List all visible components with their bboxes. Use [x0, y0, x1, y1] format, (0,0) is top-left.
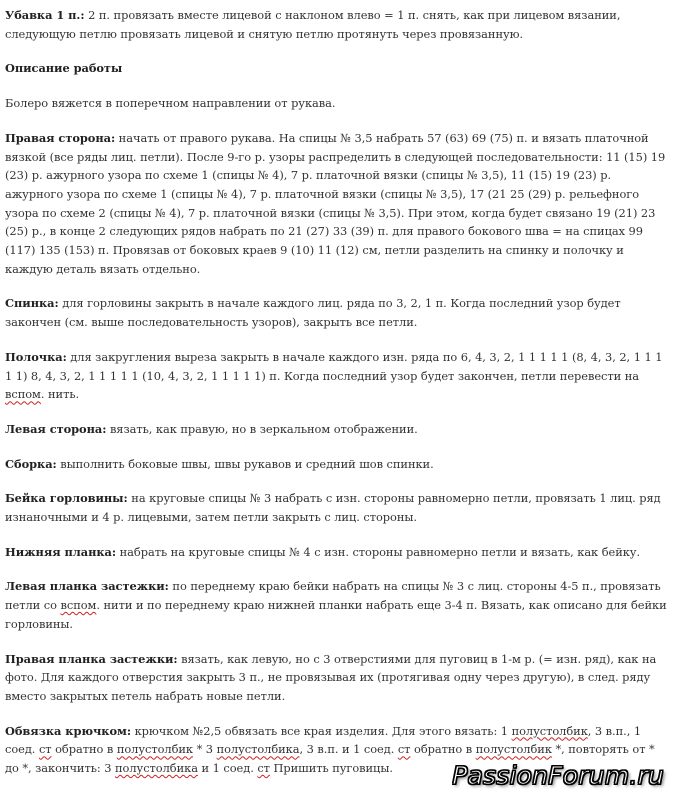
heading-front: Полочка:	[5, 349, 67, 364]
text-crochet-u3: полустолбик	[116, 742, 193, 757]
paragraph-decrease	[5, 6, 669, 43]
paragraph-bottom-band	[5, 543, 669, 562]
heading-neckband: Бейка горловины:	[5, 491, 128, 506]
text-left-placket-underlined: вспом	[60, 598, 97, 613]
paragraph-back	[5, 294, 669, 331]
heading-left-placket: Левая планка застежки:	[5, 579, 169, 594]
text-crochet-1: крючком №2,5 обвязать все края изделия. Для этого вязать: 1	[131, 723, 512, 738]
text-crochet-u7: полустолбика	[115, 761, 198, 776]
watermark: PassionForum.ru	[452, 761, 664, 790]
text-right-placket: вязать, как левую, но с 3 отверстиями для пуговиц в 1-м р. (= изн. ряд), как на фото. Для каждого отверстия закрыть 3 п., не провязывая их (протягивая одну через другую), в след. ряду вместо закрытых петель набрать новые петли.	[5, 651, 657, 703]
heading-back: Спинка:	[5, 296, 59, 311]
text-left-placket-a: по переднему краю бейки набрать на спицы № 3 с лиц. стороны 4-5 п., провязать петли со	[5, 579, 661, 613]
heading-crochet-edging: Обвязка крючком:	[5, 723, 132, 738]
paragraph-right-side	[5, 129, 669, 279]
paragraph-left-side	[5, 420, 669, 439]
text-crochet-4: * 3	[193, 742, 217, 757]
text-assembly: выполнить боковые швы, швы рукавов и средний шов спинки.	[56, 456, 434, 471]
text-neckband: на круговые спицы № 3 набрать с изн. стороны равномерно петли, провязать 1 лиц. ряд изнаночными и 4 р. лицевыми, затем петли закрыть с лиц. стороны.	[5, 491, 661, 525]
text-crochet-u1: полустолбик	[511, 723, 588, 738]
text-front-a: для закругления выреза закрыть в начале каждого изн. ряда по 6, 4, 3, 2, 1 1 1 1 1 (8, 4, 3, 2, 1 1 1 1 1) 8, 4, 3, 2, 1 1 1 1 1 (10, 4, 3, 2, 1 1 1 1 1) п. Когда последний узор будет закончен, петли перевести на	[5, 349, 663, 383]
text-crochet-7: *, повторять от * до *, закончить: 3	[5, 742, 655, 776]
text-front-b: . нить.	[40, 387, 80, 402]
text-crochet-8: и 1 соед.	[197, 761, 258, 776]
paragraph-work-description	[5, 59, 669, 78]
text-intro: Болеро вяжется в поперечном направлении от рукава.	[5, 96, 336, 111]
text-left-placket-b: . нити и по переднему краю нижней планки набрать еще 3-4 п. Вязать, как описано для бейки горловины.	[5, 598, 667, 631]
text-left-side: вязать, как правую, но в зеркальном отображении.	[106, 421, 418, 436]
heading-right-placket: Правая планка застежки:	[5, 651, 178, 666]
paragraph-left-placket	[5, 577, 669, 633]
heading-bottom-band: Нижняя планка:	[5, 544, 117, 559]
text-crochet-u6: полустолбик	[475, 742, 552, 757]
paragraph-intro	[5, 94, 669, 113]
text-crochet-u5: ст	[397, 742, 411, 757]
paragraph-assembly	[5, 455, 669, 474]
text-bottom-band: набрать на круговые спицы № 4 с изн. стороны равномерно петли и вязать, как бейку.	[116, 544, 641, 559]
text-crochet-6: обратно в	[410, 742, 476, 757]
text-crochet-5: , 3 в.п. и 1 соед.	[299, 742, 398, 757]
text-crochet-9: Пришить пуговицы.	[269, 761, 393, 776]
paragraph-front	[5, 348, 669, 404]
text-crochet-u4: полустолбика	[216, 742, 300, 757]
paragraph-neckband	[5, 489, 669, 526]
knitting-instructions	[5, 6, 669, 794]
text-crochet-2: , 3 в.п., 1 соед.	[5, 723, 642, 757]
text-crochet-u2: ст	[38, 742, 52, 757]
heading-left-side: Левая сторона:	[5, 421, 107, 436]
heading-decrease: Убавка 1 п.:	[5, 8, 85, 22]
heading-right-side: Правая сторона:	[5, 130, 116, 145]
paragraph-right-placket	[5, 650, 669, 706]
text-crochet-3: обратно в	[51, 742, 117, 757]
text-front-underlined: вспом	[5, 387, 41, 402]
text-back: для горловины закрыть в начале каждого лиц. ряда по 3, 2, 1 п. Когда последний узор будет закончен (см. выше последовательность узоров), закрыть все петли.	[5, 296, 621, 330]
heading-work-description: Описание работы	[5, 61, 123, 76]
text-crochet-u8: ст	[257, 761, 270, 776]
text-right-side: начать от правого рукава. На спицы № 3,5 набрать 57 (63) 69 (75) п. и вязать платочной вязкой (все ряды лиц. петли). После 9-го р. узоры распределить в следующей последовательности: 11 (15) 19 (23) р. ажурного узора по схеме 1 (спицы № 4), 7 р. платочной вязки (спицы № 3,5), 11 (15) 19 (23) р. ажурного узора по схеме 1 (спицы № 4), 7 р. платочной вязки (спицы № 3,5), 17 (21 25 (29) р. рельефного узора по схеме 2 (спицы № 4), 7 р. платочной вязки (спицы № 3,5). При этом, когда будет связано 19 (21) 23 (25) р., в конце 2 следующих рядов набрать по 21 (27) 33 (39) п. для правого бокового шва = на спицах 99 (117) 135 (153) п. Провязав от боковых краев 9 (10) 11 (12) см, петли разделить на спинку и полочку и каждую деталь вязать отдельно.	[5, 130, 666, 276]
text-decrease: 2 п. провязать вместе лицевой с наклоном влево = 1 п. снять, как при лицевом вязании, следующую петлю провязать лицевой и снятую петлю протянуть через провязанную.	[5, 8, 621, 41]
heading-assembly: Сборка:	[5, 456, 57, 471]
